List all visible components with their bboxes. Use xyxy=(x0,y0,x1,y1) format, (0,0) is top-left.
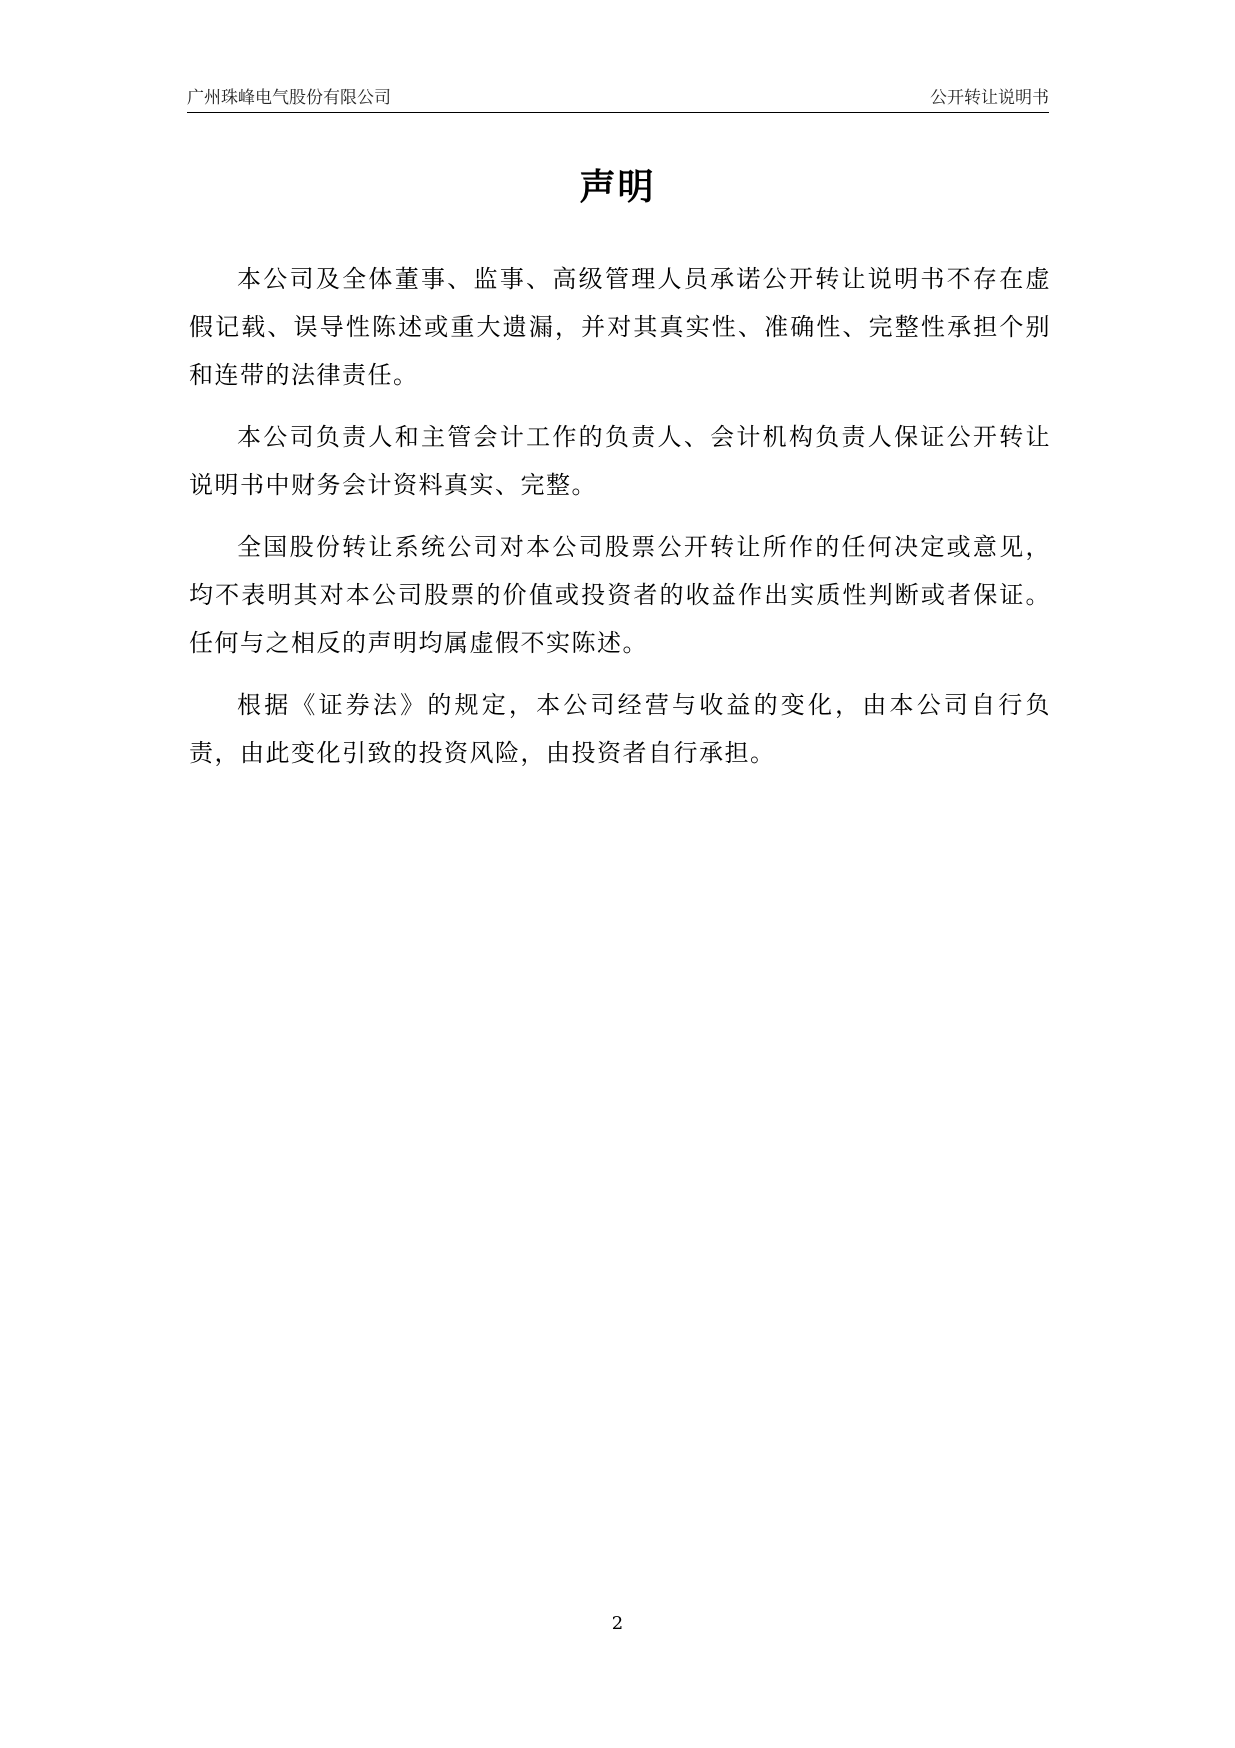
statement-paragraph-3: 全国股份转让系统公司对本公司股票公开转让所作的任何决定或意见，均不表明其对本公司股票的价值或投资者的收益作出实质性判断或者保证。任何与之相反的声明均属虚假不实陈述。 xyxy=(189,533,1051,657)
page-title: 声明 xyxy=(579,167,656,208)
header-company-name: 广州珠峰电气股份有限公司 xyxy=(187,88,391,108)
statement-paragraph-2: 本公司负责人和主管会计工作的负责人、会计机构负责人保证公开转让说明书中财务会计资料真实、完整。 xyxy=(189,423,1051,499)
statement-paragraph-4: 根据《证券法》的规定，本公司经营与收益的变化，由本公司自行负责，由此变化引致的投资风险，由投资者自行承担。 xyxy=(189,691,1051,767)
page-number: 2 xyxy=(611,1613,624,1634)
page-header xyxy=(187,84,1049,113)
statement-paragraph-1: 本公司及全体董事、监事、高级管理人员承诺公开转让说明书不存在虚假记载、误导性陈述或重大遗漏，并对其真实性、准确性、完整性承担个别和连带的法律责任。 xyxy=(189,265,1051,389)
header-document-type: 公开转让说明书 xyxy=(930,88,1049,108)
statement-body xyxy=(189,255,1051,791)
